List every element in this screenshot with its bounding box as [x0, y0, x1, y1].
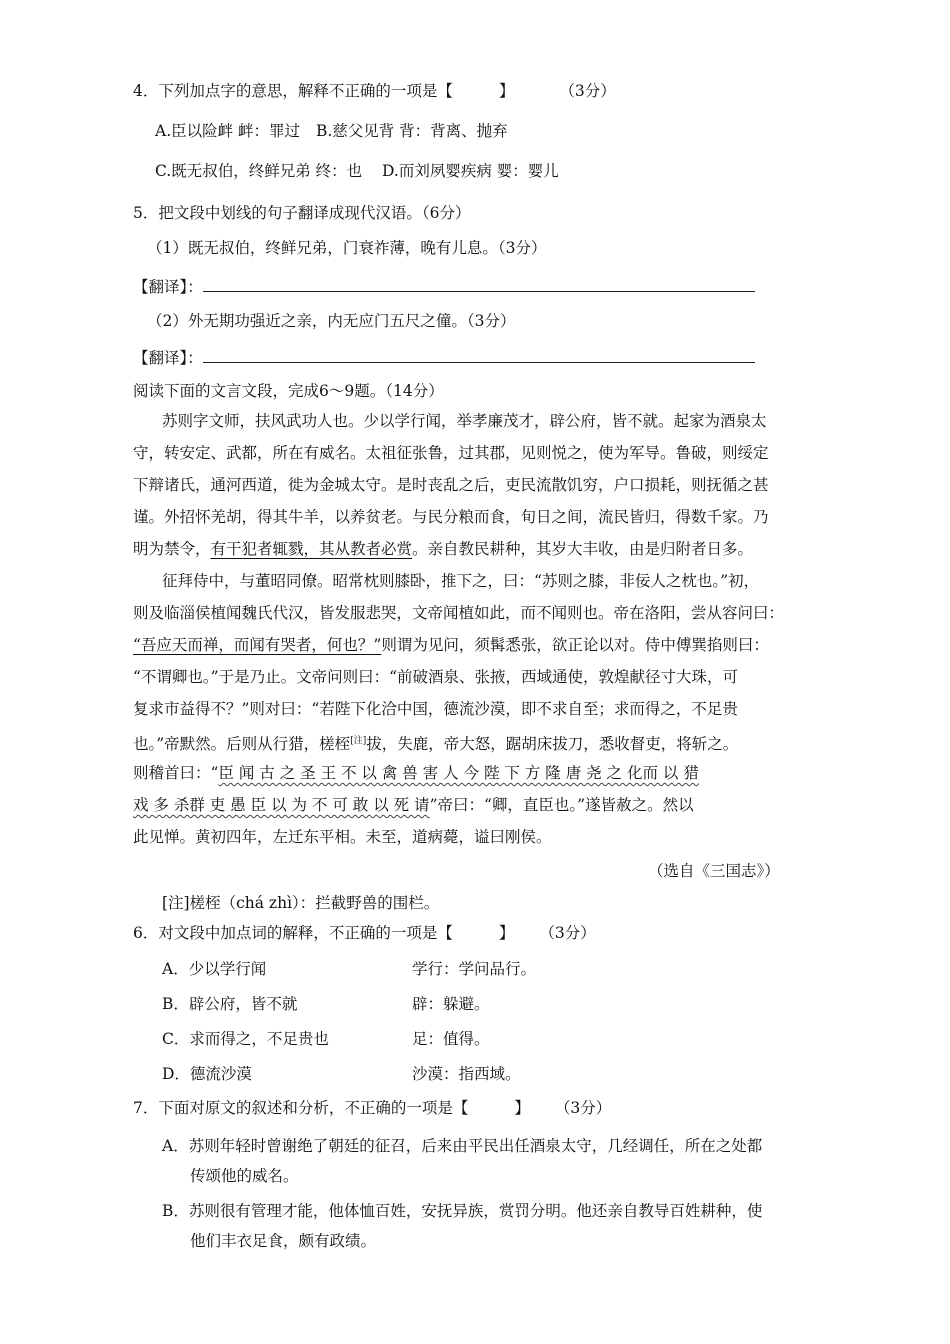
- q6-score: （3分）: [539, 924, 596, 942]
- q6-option-b-gloss: 辟：躲避。: [412, 995, 490, 1013]
- q6-option-a: [162, 958, 266, 980]
- q4-stem-line: [133, 80, 616, 102]
- q4-option-d: D.而刘夙婴疾病 婴：婴儿: [382, 162, 559, 180]
- q7-stem: 7．下面对原文的叙述和分析，不正确的一项是【: [133, 1099, 469, 1117]
- answer-line-1[interactable]: [203, 275, 755, 292]
- q6-option-c: C．求而得之，不足贵也: [162, 1030, 329, 1048]
- passage-p1-line2: 守，转安定、武都，所在有威名。太祖征张鲁，过其郡，见则悦之，使为军导。鲁破，则绥定: [133, 444, 769, 462]
- footnote: [注]槎桎（chá zhì）：拦截野兽的围栏。: [162, 894, 440, 912]
- passage-p2-line6: [133, 730, 738, 755]
- q4-bracket-close: 】: [498, 82, 515, 100]
- q6-bracket-close: 】: [498, 924, 515, 942]
- q4-score: （3分）: [559, 82, 616, 100]
- passage-text: 则稽首曰：“: [133, 764, 219, 782]
- passage-text: 。亲自教民耕种，其岁大丰收，由是归附者日多。: [412, 540, 754, 558]
- passage-p1-line5: [133, 538, 753, 560]
- passage-p2-line9: 此见惮。黄初四年，左迁东平相。未至，道病薨，谥曰刚侯。: [133, 828, 552, 846]
- q4-stem: 4．下列加点字的意思，解释不正确的一项是【: [133, 82, 453, 100]
- passage-text: 拔，失鹿，帝大怒，踞胡床拔刀，悉收督吏，将斩之。: [366, 735, 739, 754]
- q7-option-b-line2: 他们丰衣足食，颇有政绩。: [190, 1232, 377, 1250]
- passage-text: 明为禁令，: [133, 540, 211, 558]
- passage-p2-line4: “不谓卿也。”于是乃止。文帝问则曰：“前破酒泉、张掖，西域通使，敦煌献径寸大珠，可: [133, 668, 739, 686]
- q5-translation-label-1: 【翻译】：: [133, 278, 203, 296]
- q5-stem: 5．把文段中划线的句子翻译成现代汉语。（6分）: [133, 204, 471, 222]
- underlined-sentence-1: 有干犯者辄戮，其从教者必赏: [210, 540, 413, 558]
- q5-sentence-1: （1）既无叔伯，终鲜兄弟，门衰祚薄，晚有儿息。（3分）: [147, 239, 547, 257]
- q4-option-a: A.臣以险衅 衅：罪过: [155, 122, 301, 140]
- passage-p2-line1: 征拜侍中，与董昭同僚。昭常枕则膝卧，推下之，曰：“苏则之膝，非佞人之枕也。”初，: [162, 572, 760, 590]
- passage-p1-line1: 苏则字文师，扶风武功人也。少以学行闻，举孝廉茂才，辟公府，皆不就。起家为酒泉太: [162, 412, 767, 430]
- passage-p2-line7: [133, 762, 699, 784]
- q4-option-b: B.慈父见背 背：背离、抛弃: [315, 122, 508, 140]
- q4-options-row1: [155, 120, 508, 142]
- q6-stem-line: [133, 922, 596, 944]
- answer-line-2[interactable]: [203, 346, 755, 363]
- underlined-sentence-2: “吾应天而禅，而闻有哭者，何也？”: [133, 636, 382, 654]
- passage-text: 则谓为见问，须髯悉张，欲正论以对。侍中傅巽掐则曰：: [381, 636, 769, 654]
- q6-option-a-gloss: 学行：学问品行。: [412, 960, 537, 978]
- q6-option-d: D．德流沙漠: [162, 1065, 252, 1083]
- wavy-underlined-sentence-2: 戏 多 杀群 吏 愚 臣 以 为 不 可 敢 以 死 请: [133, 796, 430, 814]
- q6-option-c-gloss: 足：值得。: [412, 1030, 490, 1048]
- q6-option-d-gloss: 沙漠：指西域。: [412, 1065, 521, 1083]
- q7-stem-line: [133, 1097, 611, 1119]
- passage-text: 也。”帝默然。后则从行猎，槎桎: [133, 735, 351, 754]
- q4-option-c: C.既无叔伯，终鲜兄弟 终：也: [155, 162, 363, 180]
- q7-bracket-close: 】: [514, 1099, 530, 1117]
- option-text: A．少以学行闻: [162, 960, 267, 978]
- q7-option-a-line1: A．苏则年轻时曾谢绝了朝廷的征召，后来由平民出任酒泉太守，几经调任，所在之处都: [162, 1137, 763, 1155]
- wavy-underlined-sentence-1: 臣 闻 古 之 圣 王 不 以 禽 兽 害 人 今 陛 下 方 隆 唐 尧 之 化而 以 猎: [218, 764, 699, 782]
- q6-option-b: B．辟公府，皆不就: [162, 995, 298, 1013]
- passage-text: ”帝曰：“卿，直臣也。”遂皆赦之。然以: [429, 796, 694, 814]
- q5-translation-line-1: [133, 275, 755, 298]
- q5-translation-label-2: 【翻译】：: [133, 349, 203, 367]
- q5-translation-line-2: [133, 346, 755, 369]
- source-citation: （选自《三国志》）: [648, 862, 780, 880]
- reading-intro: 阅读下面的文言文段，完成6～9题。（14分）: [133, 382, 444, 400]
- q7-score: （3分）: [554, 1099, 612, 1117]
- q6-stem: 6．对文段中加点词的解释，不正确的一项是【: [133, 924, 453, 942]
- passage-p2-line8: [133, 794, 694, 816]
- q5-sentence-2: （2）外无期功强近之亲，内无应门五尺之僮。（3分）: [147, 312, 516, 330]
- q7-option-b-line1: B．苏则很有管理才能，他体恤百姓，安抚异族，赏罚分明。他还亲自教导百姓耕种，使: [162, 1202, 763, 1220]
- passage-p2-line5: 复求市益得不？”则对曰：“若陛下化洽中国，德流沙漠，即不求自至；求而得之，不足贵: [133, 700, 738, 718]
- q4-options-row2: [155, 160, 559, 182]
- passage-p1-line3: 下辩诸氏，通河西道，徙为金城太守。是时丧乱之后，吏民流散饥穷，户口损耗，则抚循之甚: [133, 476, 769, 494]
- q7-option-a-line2: 传颂他的威名。: [190, 1167, 299, 1185]
- passage-p2-line2: 则及临淄侯植闻魏氏代汉，皆发服悲哭，文帝闻植如此，而不闻则也。帝在洛阳，尝从容问曰：: [133, 604, 785, 622]
- passage-p1-line4: 谨。外招怀羌胡，得其牛羊，以养贫老。与民分粮而食，旬日之间，流民皆归，得数千家。乃: [133, 508, 769, 526]
- passage-p2-line3: [133, 634, 769, 656]
- note-marker: [注]: [350, 736, 367, 746]
